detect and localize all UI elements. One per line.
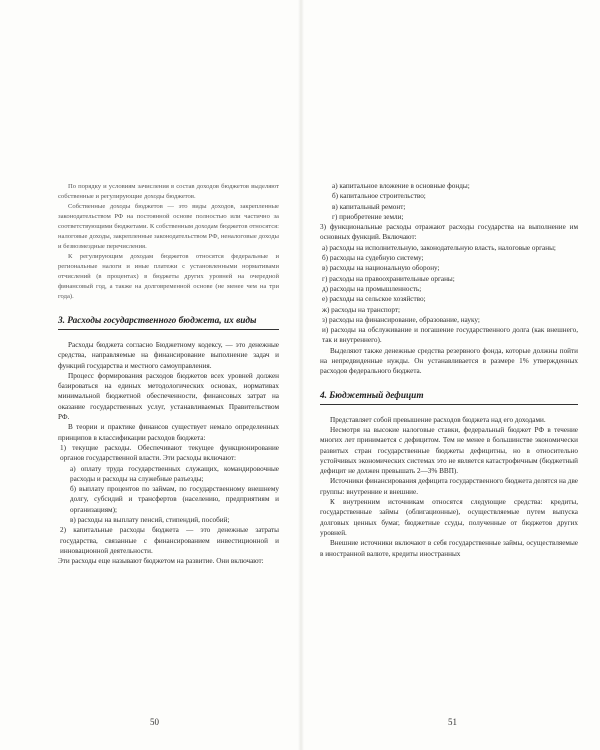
page-number: 50 [150, 717, 159, 727]
functional-intro: 3) функциональные расходы отражают расходы государства на выполнение им основных функций. Включают: [320, 223, 578, 242]
list-item: з) расходы на финансирование, образование, науку; [322, 315, 480, 324]
body-paragraph: Источники финансирования дефицита государственного бюджета делятся на две группы: внутренние и внешние. [320, 477, 578, 496]
body-paragraph: В теории и практике финансов существует немало определенных принципов в классификации расходов бюджета: [58, 423, 279, 442]
list-item: г) приобретение земли; [332, 212, 404, 221]
intro-paragraph: К регулирующим доходам бюджетов относятся федеральные и региональные налоги и иные платежи с установленными нормативами отчислений (в процентах) в бюджеты других уровней на очередной финансовый год, а также на долговременной основе (не менее чем на три года). [58, 253, 279, 300]
body-paragraph: Представляет собой превышение расходов бюджета над его доходами. [330, 415, 546, 424]
body-paragraph: Расходы бюджета согласно Бюджетному кодексу, — это денежные средства, направляемые на финансирование выполнение задач и функций государства и местного самоуправления. [58, 341, 279, 370]
list-item: Эти расходы еще называют бюджетом на развитие. Они включают: [58, 557, 264, 566]
intro-paragraph: Собственные доходы бюджетов — это виды доходов, закрепленные законодательством РФ на постоянной основе полностью или частично за соответствующими бюджетами. К собственным доходам бюджетов относятся: налоговые доходы, закрепленные законодательством РФ, неналоговые доходы и безвозмездные перечисления. [58, 203, 279, 250]
list-item: е) расходы на сельское хозяйство; [322, 295, 426, 304]
right-page [304, 0, 600, 750]
list-item: и) расходы на обслуживание и погашение государственного долга (как внешнего, так и внутреннего). [322, 326, 578, 345]
section-heading: 4. Бюджетный дефицит [320, 391, 578, 405]
left-page-text [58, 182, 279, 567]
body-paragraph: Внешние источники включают в себя государственные займы, осуществляемые в иностранной валюте, кредиты иностранных [320, 539, 578, 558]
list-item: д) расходы на промышленность; [322, 284, 422, 293]
list-item: в) капитальный ремонт; [332, 202, 406, 211]
list-item: б) расходы на судебную систему; [322, 254, 424, 263]
section-heading: 3. Расходы государственного бюджета, их виды [58, 316, 279, 330]
list-item: 1) текущие расходы. Обеспечивают текущее функционирование органов государственной власти. Эти расходы включают: [60, 443, 279, 463]
body-paragraph: Процесс формирования расходов бюджетов всех уровней должен базироваться на единых методологических основах, нормативах минимальной бюджетной обеспеченности, финансовых затрат на оказание государственных услуг, устанавливаемых Правительством РФ. [58, 371, 279, 422]
right-page-text [320, 181, 578, 559]
list-item: б) выплату процентов по займам, по государственному внешнему долгу, субсидий и трансфертов (населению, предприятиям и организациям); [70, 485, 279, 514]
list-item: г) расходы на правоохранительные органы; [322, 274, 455, 283]
list-item: ж) расходы на транспорт; [322, 305, 400, 314]
page-number: 51 [448, 717, 457, 727]
body-paragraph: К внутренним источникам относятся следующие средства: кредиты, государственные займы (облигационные), осуществляемые путем выпуска долговых ценных бумаг, бюджетные ссуды, полученные от бюджетов других уровней. [320, 498, 578, 537]
list-item: а) капитальное вложение в основные фонды; [332, 182, 470, 190]
body-paragraph: Несмотря на высокие налоговые ставки, федеральный бюджет РФ в течение многих лет принимается с дефицитом. Тем не менее в большинстве экономически развитых стран государственные бюджеты дефицитны, но в относительно устойчивых экономических системах это не является катастрофичным (бюджетный дефицит не должен превышать 2—3% ВВП). [320, 425, 578, 476]
list-item: в) расходы на выплату пенсий, стипендий, пособий; [70, 516, 230, 525]
list-item: б) капитальное строительство; [332, 192, 426, 201]
list-item: 2) капитальные расходы бюджета — это денежные затраты государства, связанные с финансированием инвестиционной и инновационной деятельности. [60, 526, 279, 555]
list-item: а) расходы на исполнительную, законодательную власть, налоговые органы; [322, 243, 556, 252]
list-item: в) расходы на национальную оборону; [322, 264, 440, 273]
reserve-paragraph: Выделяют также денежные средства резервного фонда, которые должны пойти на непредвиденные нужды. Он устанавливается в размере 1% утвержденных расходов федерального бюджета. [320, 346, 578, 376]
list-item: а) оплату труда государственных служащих, командировочные расходы и расходы на служебные разъезды; [70, 464, 279, 483]
intro-paragraph: По порядку и условиям зачисления в состав доходов бюджетов выделяют собственные и регулирующие доходы бюджетов. [58, 183, 279, 200]
